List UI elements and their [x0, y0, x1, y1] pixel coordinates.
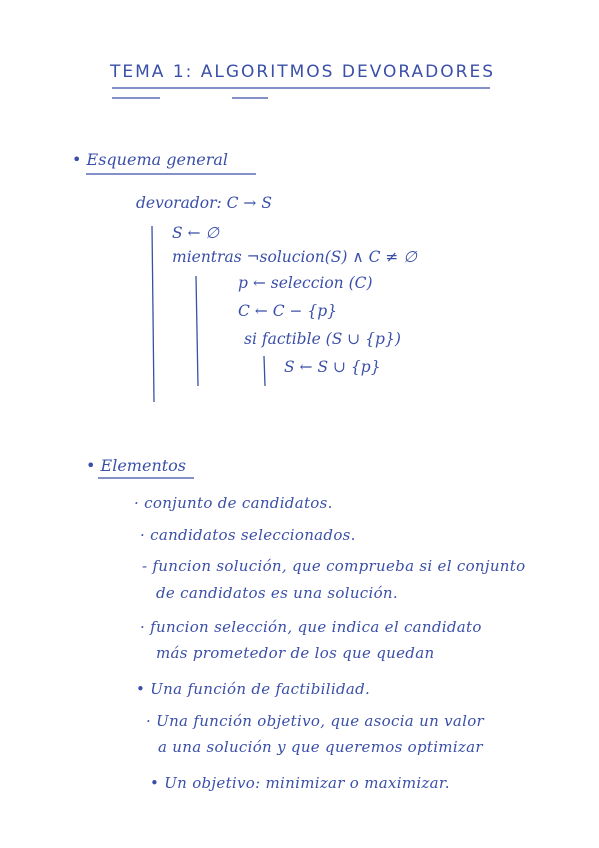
code-line-add: S ← S ∪ {p}	[284, 358, 381, 376]
bullet-dot: ·	[146, 712, 152, 730]
bullet-dot: ·	[134, 494, 140, 512]
code-line-select: p ← seleccion (C)	[238, 274, 373, 292]
list-item-continuation: a una solución y que queremos optimizar	[158, 738, 483, 756]
code-inner-rule	[196, 276, 198, 386]
list-item	[140, 526, 356, 544]
list-item	[142, 557, 525, 575]
bullet-dot: •	[72, 150, 82, 169]
section1-heading: Esquema general	[86, 150, 229, 169]
code-line-remove: C ← C − {p}	[238, 302, 338, 320]
list-item	[136, 680, 370, 698]
section2-heading-row	[86, 456, 186, 475]
list-item-text: Una función de factibilidad.	[150, 680, 371, 698]
code-line-if: si factible (S ∪ {p})	[244, 330, 401, 348]
bullet-dot: •	[150, 774, 160, 792]
list-item-text: Un objetivo: minimizar o maximizar.	[164, 774, 450, 792]
bullet-dot: •	[136, 680, 146, 698]
section1-heading-row	[72, 150, 228, 169]
bullet-dot: ·	[140, 526, 146, 544]
bullet-dot: ·	[140, 618, 146, 636]
bullet-dot: •	[86, 456, 96, 475]
code-line-while: mientras ¬solucion(S) ∧ C ≠ ∅	[172, 248, 417, 266]
page-title: TEMA 1: ALGORITMOS DEVORADORES	[110, 62, 495, 82]
list-item-continuation: de candidatos es una solución.	[156, 584, 398, 602]
code-nested-rule	[264, 356, 265, 386]
list-item-text: funcion selección, que indica el candidato	[150, 618, 482, 636]
list-item	[146, 712, 484, 730]
list-item-text: Una función objetivo, que asocia un valor	[156, 712, 485, 730]
list-item	[134, 494, 333, 512]
list-item-text: conjunto de candidatos.	[144, 494, 333, 512]
bullet-dot: -	[142, 557, 148, 575]
code-outer-rule	[152, 226, 154, 402]
list-item-text: candidatos seleccionados.	[150, 526, 356, 544]
section2-heading: Elementos	[100, 456, 187, 475]
list-item-continuation: más prometedor de los que quedan	[156, 644, 435, 662]
list-item	[140, 618, 482, 636]
code-line-signature: devorador: C → S	[136, 194, 272, 212]
list-item	[150, 774, 450, 792]
code-line-init: S ← ∅	[172, 224, 219, 242]
list-item-text: funcion solución, que comprueba si el conjunto	[152, 557, 526, 575]
